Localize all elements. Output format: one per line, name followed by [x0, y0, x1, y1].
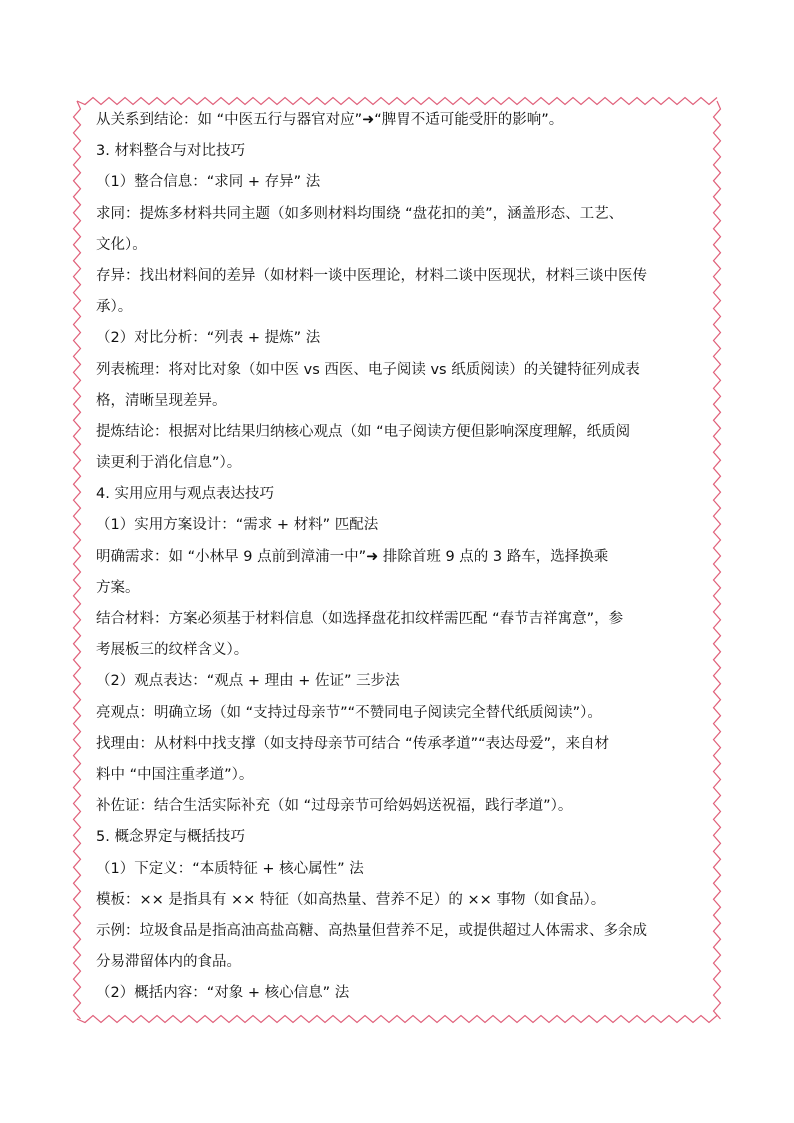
border-edge [77, 1016, 717, 1023]
text-line: 考展板三的纹样含义）。 [96, 642, 249, 659]
text-line: 读更利于消化信息”）。 [96, 455, 242, 472]
subsection-heading: （2）观点表达：“观点 + 理由 + 佐证” 三步法 [96, 673, 400, 690]
text-line: 存异：找出材料间的差异（如材料一谈中医理论，材料二谈中医现状，材料三谈中医传 [96, 267, 647, 284]
text-line: 列表梳理：将对比对象（如中医 vs 西医、电子阅读 vs 纸质阅读）的关键特征列成表 [96, 361, 640, 378]
section-heading: 4. 实用应用与观点表达技巧 [96, 486, 274, 503]
document-body [96, 110, 702, 1014]
text-line: 模板：×× 是指具有 ×× 特征（如高热量、营养不足）的 ×× 事物（如食品）。 [96, 891, 606, 908]
subsection-heading: （1）下定义：“本质特征 + 核心属性” 法 [96, 860, 364, 877]
subsection-heading: （2）概括内容：“对象 + 核心信息” 法 [96, 985, 350, 1002]
text-line: 料中 “中国注重孝道”）。 [96, 766, 254, 783]
subsection-heading: （1）实用方案设计：“需求 + 材料” 匹配法 [96, 517, 379, 534]
text-line: 分易滞留体内的食品。 [96, 954, 241, 971]
text-line: 结合材料：方案必须基于材料信息（如选择盘花扣纹样需匹配 “春节吉祥寓意”，参 [96, 611, 624, 627]
text-line: 补佐证：结合生活实际补充（如 “过母亲节可给妈妈送祝福，践行孝道”）。 [96, 798, 573, 815]
text-line: 找理由：从材料中找支撑（如支持母亲节可结合 “传承孝道”“表达母爱”，来自材 [96, 735, 610, 752]
text-line: 求同：提炼多材料共同主题（如多则材料均围绕 “盘花扣的美”，涵盖形态、工艺、 [96, 205, 624, 222]
text-line: 明确需求：如 “小林早 9 点前到漳浦一中”➜ 排除首班 9 点的 3 路车，选择换乘 [96, 548, 609, 565]
text-line: 方案。 [96, 579, 140, 596]
section-heading: 3. 材料整合与对比技巧 [96, 143, 245, 160]
border-edge [74, 101, 81, 1019]
text-line: 文化）。 [96, 236, 147, 253]
border-edge [714, 101, 721, 1019]
subsection-heading: （1）整合信息：“求同 + 存异” 法 [96, 174, 321, 191]
text-line: 亮观点：明确立场（如 “支持过母亲节”“不赞同电子阅读完全替代纸质阅读”）。 [96, 704, 602, 721]
section-heading: 5. 概念界定与概括技巧 [96, 829, 245, 846]
text-line: 提炼结论：根据对比结果归纳核心观点（如 “电子阅读方便但影响深度理解，纸质阅 [96, 423, 631, 440]
subsection-heading: （2）对比分析：“列表 + 提炼” 法 [96, 330, 321, 347]
text-line: 从关系到结论：如 “中医五行与器官对应”➜“脾胃不适可能受肝的影响”。 [96, 112, 564, 128]
text-line: 示例：垃圾食品是指高油高盐高糖、高热量但营养不足，或提供超过人体需求、多余成 [96, 922, 647, 939]
text-line: 承）。 [96, 299, 133, 316]
border-edge [77, 98, 717, 105]
text-line: 格，清晰呈现差异。 [96, 392, 227, 409]
